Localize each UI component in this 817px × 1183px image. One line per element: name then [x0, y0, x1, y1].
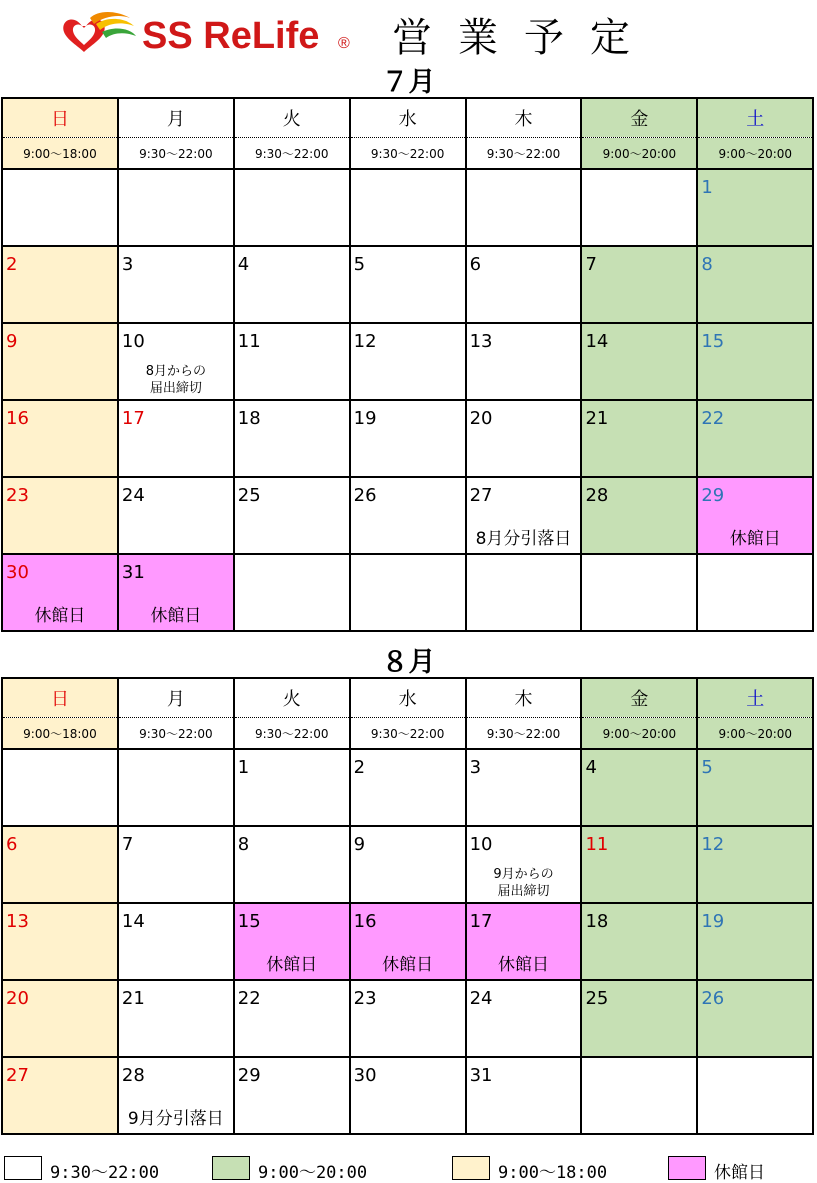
- day-number: 18: [585, 911, 609, 932]
- day-number: 22: [701, 408, 725, 429]
- weekday-header: 月: [118, 98, 234, 138]
- day-note: 9月からの 届出締切: [493, 867, 554, 899]
- day-cell: [466, 826, 582, 903]
- hours-cell: 9:30～22:00: [234, 718, 350, 750]
- day-cell: [118, 1057, 234, 1134]
- day-cell: [234, 169, 350, 246]
- day-cell: [234, 749, 350, 826]
- legend-label: 9:00～20:00: [258, 1163, 368, 1183]
- legend-label: 9:30～22:00: [50, 1163, 160, 1183]
- day-number: 12: [701, 834, 725, 855]
- day-cell: [2, 903, 118, 980]
- hours-cell: 9:00～20:00: [581, 718, 697, 750]
- day-number: 11: [585, 834, 609, 855]
- day-cell: [350, 169, 466, 246]
- day-number: 6: [469, 254, 482, 275]
- day-cell: [2, 477, 118, 554]
- weekday-header: 日: [2, 98, 118, 138]
- day-number: 4: [237, 254, 250, 275]
- page-title: 営業予定: [392, 15, 656, 61]
- day-cell: [697, 903, 813, 980]
- day-number: 19: [353, 408, 377, 429]
- hours-row: [2, 138, 813, 170]
- day-cell: [234, 246, 350, 323]
- day-number: 7: [585, 254, 597, 275]
- day-number: 24: [121, 485, 145, 506]
- day-number: 25: [237, 485, 261, 506]
- day-cell: [697, 826, 813, 903]
- day-note: 休館日: [34, 606, 86, 626]
- day-cell: [2, 246, 118, 323]
- day-cell: [466, 1057, 582, 1134]
- day-cell: [118, 246, 234, 323]
- legend-swatch: [668, 1156, 706, 1180]
- day-cell: [466, 477, 582, 554]
- day-number: 27: [6, 1065, 29, 1086]
- hours-cell: 9:30～22:00: [118, 138, 234, 170]
- day-cell: [350, 749, 466, 826]
- day-cell: [581, 826, 697, 903]
- day-number: 8: [701, 254, 713, 275]
- day-cell: [697, 980, 813, 1057]
- day-number: 30: [353, 1065, 377, 1086]
- day-cell: [234, 826, 350, 903]
- ss-relife-logo: [60, 4, 370, 60]
- day-note: 休館日: [150, 606, 202, 626]
- day-number: 29: [701, 485, 725, 506]
- hours-cell: 9:30～22:00: [350, 138, 466, 170]
- week-row: [2, 169, 813, 246]
- day-number: 1: [701, 177, 713, 198]
- day-cell: [466, 980, 582, 1057]
- weekday-header: 水: [350, 98, 466, 138]
- day-number: 14: [585, 331, 609, 352]
- day-cell: [2, 400, 118, 477]
- week-row: [2, 323, 813, 400]
- day-cell: [466, 749, 582, 826]
- day-cell: [581, 903, 697, 980]
- hours-cell: 9:00～20:00: [697, 138, 813, 170]
- day-cell: [350, 323, 466, 400]
- heart-logo-icon: [63, 12, 136, 52]
- day-number: 23: [353, 988, 377, 1009]
- day-note: 休館日: [266, 955, 318, 975]
- day-cell: [697, 477, 813, 554]
- day-cell: [118, 400, 234, 477]
- day-number: 25: [585, 988, 609, 1009]
- weekday-header: 土: [697, 678, 813, 718]
- legend-swatch: [4, 1156, 42, 1180]
- day-number: 26: [701, 988, 725, 1009]
- day-number: 3: [121, 254, 134, 275]
- day-number: 13: [6, 911, 29, 932]
- day-number: 30: [6, 562, 29, 583]
- day-number: 10: [469, 834, 493, 855]
- week-row: [2, 980, 813, 1057]
- day-number: 15: [237, 911, 261, 932]
- weekday-row: [2, 98, 813, 138]
- day-note: 休館日: [729, 529, 781, 549]
- day-number: 9: [353, 834, 366, 855]
- day-cell: [2, 323, 118, 400]
- day-cell: [118, 169, 234, 246]
- day-cell: [2, 169, 118, 246]
- day-cell: [2, 749, 118, 826]
- day-cell: [350, 400, 466, 477]
- day-number: 9: [6, 331, 18, 352]
- week-row: [2, 1057, 813, 1134]
- day-cell: [350, 1057, 466, 1134]
- day-cell: [118, 903, 234, 980]
- day-number: 20: [6, 988, 29, 1009]
- day-cell: [234, 400, 350, 477]
- day-cell: [697, 749, 813, 826]
- day-number: 5: [701, 757, 713, 778]
- day-cell: [2, 980, 118, 1057]
- day-cell: [234, 980, 350, 1057]
- weekday-header: 火: [234, 678, 350, 718]
- day-cell: [118, 749, 234, 826]
- legend-label: 休館日: [714, 1163, 765, 1183]
- day-cell: [350, 246, 466, 323]
- weekday-header: 木: [466, 98, 582, 138]
- day-note: 休館日: [498, 955, 549, 975]
- day-cell: [466, 400, 582, 477]
- day-cell: [697, 554, 813, 631]
- legend-swatch: [212, 1156, 250, 1180]
- day-cell: [466, 169, 582, 246]
- hours-cell: 9:00～20:00: [697, 718, 813, 750]
- day-number: 10: [121, 331, 145, 352]
- day-number: 2: [353, 757, 366, 778]
- calendar-table: [1, 677, 814, 1135]
- day-number: 19: [701, 911, 725, 932]
- hours-cell: 9:30～22:00: [466, 718, 582, 750]
- day-number: 5: [353, 254, 366, 275]
- day-number: 6: [6, 834, 18, 855]
- day-cell: [466, 323, 582, 400]
- hours-cell: 9:30～22:00: [466, 138, 582, 170]
- day-cell: [350, 903, 466, 980]
- day-number: 20: [469, 408, 493, 429]
- day-number: 31: [121, 562, 145, 583]
- calendar-table: [1, 97, 814, 632]
- day-number: 1: [237, 757, 250, 778]
- hours-cell: 9:30～22:00: [118, 718, 234, 750]
- month-title: ８月: [381, 647, 436, 678]
- day-number: 12: [353, 331, 377, 352]
- day-cell: [581, 749, 697, 826]
- day-cell: [118, 323, 234, 400]
- day-cell: [466, 903, 582, 980]
- day-cell: [581, 169, 697, 246]
- day-cell: [466, 246, 582, 323]
- day-number: 28: [585, 485, 609, 506]
- day-cell: [350, 554, 466, 631]
- day-cell: [118, 826, 234, 903]
- week-row: [2, 400, 813, 477]
- day-cell: [697, 400, 813, 477]
- day-number: 26: [353, 485, 377, 506]
- day-number: 8: [237, 834, 250, 855]
- day-number: 27: [469, 485, 493, 506]
- day-number: 3: [469, 757, 482, 778]
- day-number: 29: [237, 1065, 261, 1086]
- day-number: 28: [121, 1065, 145, 1086]
- day-cell: [2, 554, 118, 631]
- weekday-header: 土: [697, 98, 813, 138]
- day-number: 21: [585, 408, 609, 429]
- day-cell: [466, 554, 582, 631]
- day-cell: [581, 980, 697, 1057]
- day-note: 休館日: [382, 955, 434, 975]
- day-cell: [350, 826, 466, 903]
- day-cell: [234, 477, 350, 554]
- legend-label: 9:00～18:00: [498, 1163, 608, 1183]
- day-cell: [118, 477, 234, 554]
- day-cell: [697, 323, 813, 400]
- legend: [0, 1152, 817, 1182]
- hours-cell: 9:00～18:00: [2, 138, 118, 170]
- day-cell: [581, 400, 697, 477]
- svg-text:SS ReLife: SS ReLife: [142, 15, 320, 57]
- day-cell: [581, 246, 697, 323]
- week-row: [2, 477, 813, 554]
- week-row: [2, 826, 813, 903]
- weekday-header: 金: [581, 98, 697, 138]
- day-cell: [581, 554, 697, 631]
- hours-cell: 9:30～22:00: [234, 138, 350, 170]
- week-row: [2, 246, 813, 323]
- weekday-row: [2, 678, 813, 718]
- day-number: 14: [121, 911, 145, 932]
- svg-text:®: ®: [338, 35, 350, 52]
- hours-cell: 9:00～20:00: [581, 138, 697, 170]
- weekday-header: 木: [466, 678, 582, 718]
- day-cell: [581, 323, 697, 400]
- day-cell: [697, 246, 813, 323]
- legend-swatch: [452, 1156, 490, 1180]
- day-number: 2: [6, 254, 18, 275]
- hours-cell: 9:30～22:00: [350, 718, 466, 750]
- weekday-header: 日: [2, 678, 118, 718]
- weekday-header: 月: [118, 678, 234, 718]
- day-number: 7: [121, 834, 134, 855]
- day-number: 21: [121, 988, 145, 1009]
- week-row: [2, 749, 813, 826]
- day-number: 24: [469, 988, 493, 1009]
- day-cell: [118, 980, 234, 1057]
- day-cell: [2, 1057, 118, 1134]
- day-number: 15: [701, 331, 725, 352]
- week-row: [2, 554, 813, 631]
- day-number: 13: [469, 331, 493, 352]
- day-note: 8月からの 届出締切: [145, 364, 206, 396]
- weekday-header: 金: [581, 678, 697, 718]
- day-cell: [234, 1057, 350, 1134]
- day-cell: [350, 477, 466, 554]
- day-note: 8月分引落日: [475, 529, 572, 549]
- day-cell: [234, 323, 350, 400]
- day-number: 11: [237, 331, 261, 352]
- month-title: ７月: [381, 67, 436, 98]
- day-cell: [697, 1057, 813, 1134]
- day-number: 23: [6, 485, 29, 506]
- hours-cell: 9:00～18:00: [2, 718, 118, 750]
- day-cell: [350, 980, 466, 1057]
- day-cell: [118, 554, 234, 631]
- day-number: 16: [6, 408, 29, 429]
- day-cell: [234, 903, 350, 980]
- hours-row: [2, 718, 813, 750]
- day-cell: [581, 1057, 697, 1134]
- day-number: 31: [469, 1065, 493, 1086]
- day-number: 4: [585, 757, 597, 778]
- day-number: 18: [237, 408, 261, 429]
- day-cell: [697, 169, 813, 246]
- day-cell: [581, 477, 697, 554]
- weekday-header: 火: [234, 98, 350, 138]
- page-header: [0, 0, 817, 60]
- day-cell: [2, 826, 118, 903]
- day-number: 16: [353, 911, 377, 932]
- day-number: 22: [237, 988, 261, 1009]
- day-number: 17: [469, 911, 493, 932]
- day-cell: [234, 554, 350, 631]
- day-note: 9月分引落日: [127, 1109, 224, 1129]
- day-number: 17: [121, 408, 145, 429]
- week-row: [2, 903, 813, 980]
- weekday-header: 水: [350, 678, 466, 718]
